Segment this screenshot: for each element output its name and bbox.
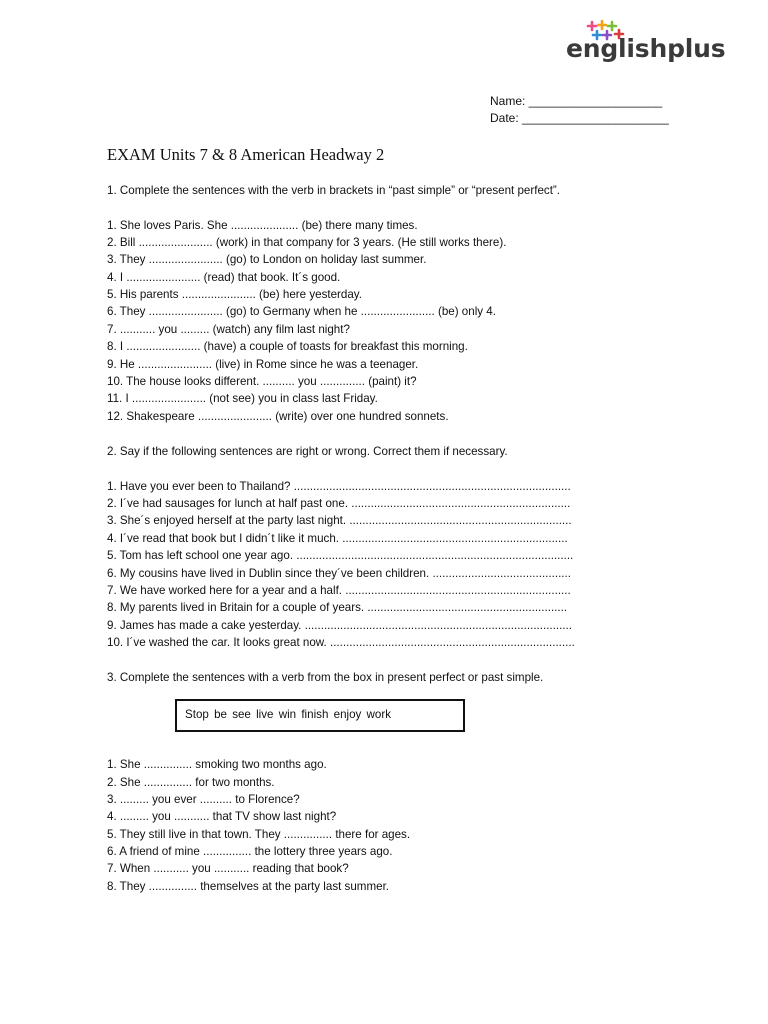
exercise3-item: 6. A friend of mine ............... the lottery three years ago. — [107, 845, 393, 858]
verb-word-box — [175, 699, 465, 732]
student-info — [490, 93, 669, 127]
exercise1-item: 12. Shakespeare ....................... (write) over one hundred sonnets. — [107, 410, 449, 423]
exercise2-item: 8. My parents lived in Britain for a couple of years. .............................................................. — [107, 601, 568, 614]
exercise3-item: 8. They ............... themselves at the party last summer. — [107, 880, 390, 893]
section2-instruction: 2. Say if the following sentences are right or wrong. Correct them if necessary. — [107, 445, 508, 458]
verb-list: Stop be see live win finish enjoy work — [185, 708, 392, 721]
exercise2-item: 7. We have worked here for a year and a half. ...................................................................... — [107, 584, 571, 597]
englishplus-logo — [566, 20, 726, 70]
exercise2-item: 6. My cousins have lived in Dublin since they´ve been children. ........................................... — [107, 567, 571, 580]
exercise1-item: 4. I ....................... (read) that book. It´s good. — [107, 271, 341, 284]
exercise2-item: 5. Tom has left school one year ago. ...................................................................................... — [107, 549, 574, 562]
exercise3-item: 7. When ........... you ........... reading that book? — [107, 862, 349, 875]
exercise1-item: 6. They ....................... (go) to Germany when he ....................... (be) only 4. — [107, 305, 496, 318]
exercise2-item: 9. James has made a cake yesterday. ................................................................................... — [107, 619, 572, 632]
exercise1-item: 9. He ....................... (live) in Rome since he was a teenager. — [107, 358, 419, 371]
exercise1-item: 10. The house looks different. .......... you .............. (paint) it? — [107, 375, 417, 388]
exercise1-item: 2. Bill ....................... (work) in that company for 3 years. (He still works there). — [107, 236, 507, 249]
exercise1-item: 7. ........... you ......... (watch) any film last night? — [107, 323, 350, 336]
exercise2-item: 10. I´ve washed the car. It looks great now. ............................................................................ — [107, 636, 575, 649]
exercise2-item: 2. I´ve had sausages for lunch at half past one. .................................................................... — [107, 497, 571, 510]
exercise1-item: 1. She loves Paris. She ..................... (be) there many times. — [107, 219, 418, 232]
exercise3-item: 2. She ............... for two months. — [107, 776, 275, 789]
logo-wordmark: englishplus — [566, 34, 726, 63]
exercise1-item: 5. His parents ....................... (be) here yesterday. — [107, 288, 362, 301]
exercise3-item: 1. She ............... smoking two months ago. — [107, 758, 327, 771]
date-field[interactable]: Date: ______________________ — [490, 111, 669, 125]
exercise1-item: 11. I ....................... (not see) you in class last Friday. — [107, 392, 378, 405]
exercise1-item: 8. I ....................... (have) a couple of toasts for breakfast this morning. — [107, 340, 468, 353]
exercise2-item: 4. I´ve read that book but I didn´t like it much. ...................................................................... — [107, 532, 568, 545]
exam-title: EXAM Units 7 & 8 American Headway 2 — [107, 145, 385, 164]
exercise1-item: 3. They ....................... (go) to London on holiday last summer. — [107, 253, 427, 266]
exercise3-item: 5. They still live in that town. They ............... there for ages. — [107, 828, 411, 841]
exercise3-item: 4. ......... you ........... that TV show last night? — [107, 810, 337, 823]
section1-instruction: 1. Complete the sentences with the verb in brackets in “past simple” or “present perfect”. — [107, 184, 561, 197]
exercise3-item: 3. ......... you ever .......... to Florence? — [107, 793, 300, 806]
name-field[interactable]: Name: ____________________ — [490, 94, 663, 108]
exercise2-item: 3. She´s enjoyed herself at the party last night. ..................................................................... — [107, 514, 572, 527]
section3-instruction: 3. Complete the sentences with a verb from the box in present perfect or past simple. — [107, 671, 544, 684]
exercise2-item: 1. Have you ever been to Thailand? ...................................................................................... — [107, 480, 571, 493]
